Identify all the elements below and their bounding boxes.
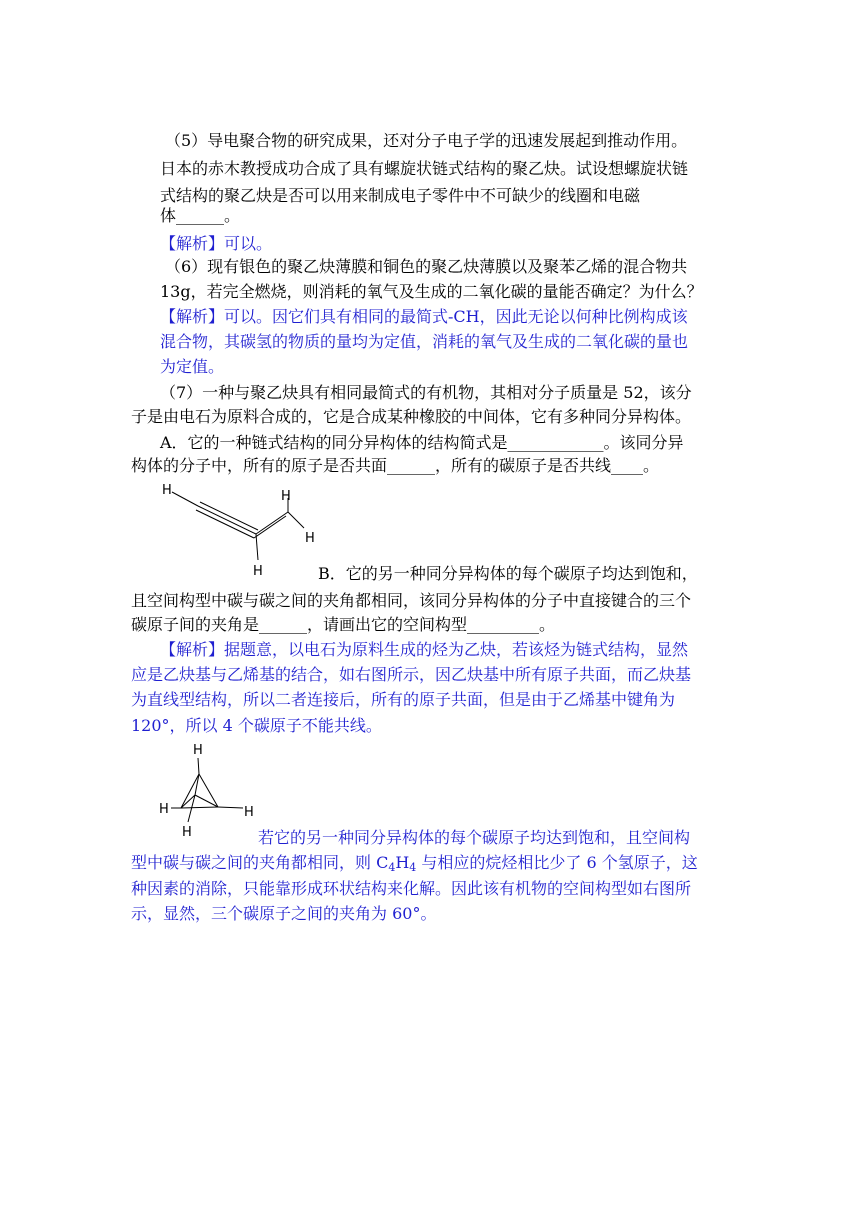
q6-line-1: （6）现有银色的聚乙炔薄膜和铜色的聚乙炔薄膜以及聚苯乙烯的混合物共	[165, 257, 688, 276]
q5-line-3: 式结构的聚乙炔是否可以用来制成电子零件中不可缺少的线圈和电磁	[160, 186, 641, 205]
atom-h: H	[182, 825, 192, 840]
answer-text: 型中碳与碳之间的夹角都相同，则 C	[131, 853, 389, 872]
q6-line-2: 13g，若完全燃烧，则消耗的氧气及生成的二氧化碳的量能否确定？为什么？	[160, 282, 703, 301]
subscript: 4	[388, 861, 396, 874]
atom-h: H	[162, 483, 172, 498]
q7-b-line-2: 且空间构型中碳与碳之间的夹角都相同，该同分异构体的分子中直接键合的三个	[131, 591, 692, 610]
q7-answer-8: 示，显然，三个碳原子之间的夹角为 60°。	[131, 904, 437, 923]
q6-answer-1	[160, 307, 688, 327]
q7-answer-2: 应是乙炔基与乙烯基的结合，如右图所示，因乙炔基中所有原子共面，而乙炔基	[131, 665, 692, 684]
q7-answer-1	[160, 640, 688, 660]
q7-b-line-1: B．它的另一种同分异构体的每个碳原子均达到饱和，	[318, 564, 698, 583]
answer-text: 据题意，以电石为原料生成的烃为乙炔，若该烃为链式结构，显然	[224, 640, 689, 659]
q7-a-line-1: A．它的一种链式结构的同分异构体的结构简式是____________。该同分异	[160, 433, 684, 452]
answer-text: 与相应的烷烃相比少了 6 个氢原子，这	[416, 853, 698, 872]
answer-text: 可以。因它们具有相同的最简式-CH，因此无论以何种比例构成该	[224, 307, 688, 326]
atom-h: H	[253, 564, 263, 579]
q7-line-1: （7）一种与聚乙炔具有相同最简式的有机物，其相对分子质量是 52，该分	[160, 383, 692, 402]
q6-answer-2: 混合物，其碳氢的物质的量均为定值，消耗的氧气及生成的二氧化碳的量也	[160, 332, 689, 351]
answer-text: 可以。	[224, 234, 273, 253]
q6-answer-3: 为定值。	[160, 357, 225, 376]
q7-a-line-2: 构体的分子中，所有的原子是否共面______，所有的碳原子是否共线____。	[131, 456, 660, 475]
q7-answer-5: 若它的另一种同分异构体的每个碳原子均达到饱和，且空间构	[258, 828, 691, 847]
q7-answer-4: 120°，所以 4 个碳原子不能共线。	[131, 716, 382, 735]
atom-h: H	[159, 802, 169, 817]
answer-text: H	[395, 853, 410, 872]
atom-h: H	[305, 531, 315, 546]
atom-h: H	[193, 743, 203, 758]
q5-answer	[160, 234, 272, 254]
atom-h: H	[281, 489, 291, 504]
q7-line-2: 子是由电石为原料合成的，它是合成某种橡胶的中间体，它有多种同分异构体。	[131, 407, 692, 426]
answer-tag: 【解析】	[160, 640, 225, 659]
q7-b-line-3: 碳原子间的夹角是______，请画出它的空间构型_________。	[131, 615, 556, 634]
answer-tag: 【解析】	[160, 234, 225, 253]
q5-line-4: 体______。	[160, 206, 241, 225]
q7-answer-7: 种因素的消除，只能靠形成环状结构来化解。因此该有机物的空间构型如右图所	[131, 879, 692, 898]
q7-answer-6	[131, 853, 698, 873]
subscript: 4	[409, 861, 417, 874]
answer-tag: 【解析】	[160, 307, 225, 326]
tetrahedrane-structure	[155, 740, 265, 840]
q7-answer-3: 为直线型结构，所以二者连接后，所有的原子共面，但是由于乙烯基中键角为	[131, 690, 676, 709]
atom-h: H	[244, 805, 254, 820]
q5-line-1: （5）导电聚合物的研究成果，还对分子电子学的迅速发展起到推动作用。	[165, 131, 688, 150]
vinylacetylene-structure	[150, 480, 330, 580]
q5-line-2: 日本的赤木教授成功合成了具有螺旋状链式结构的聚乙炔。试设想螺旋状链	[160, 159, 689, 178]
